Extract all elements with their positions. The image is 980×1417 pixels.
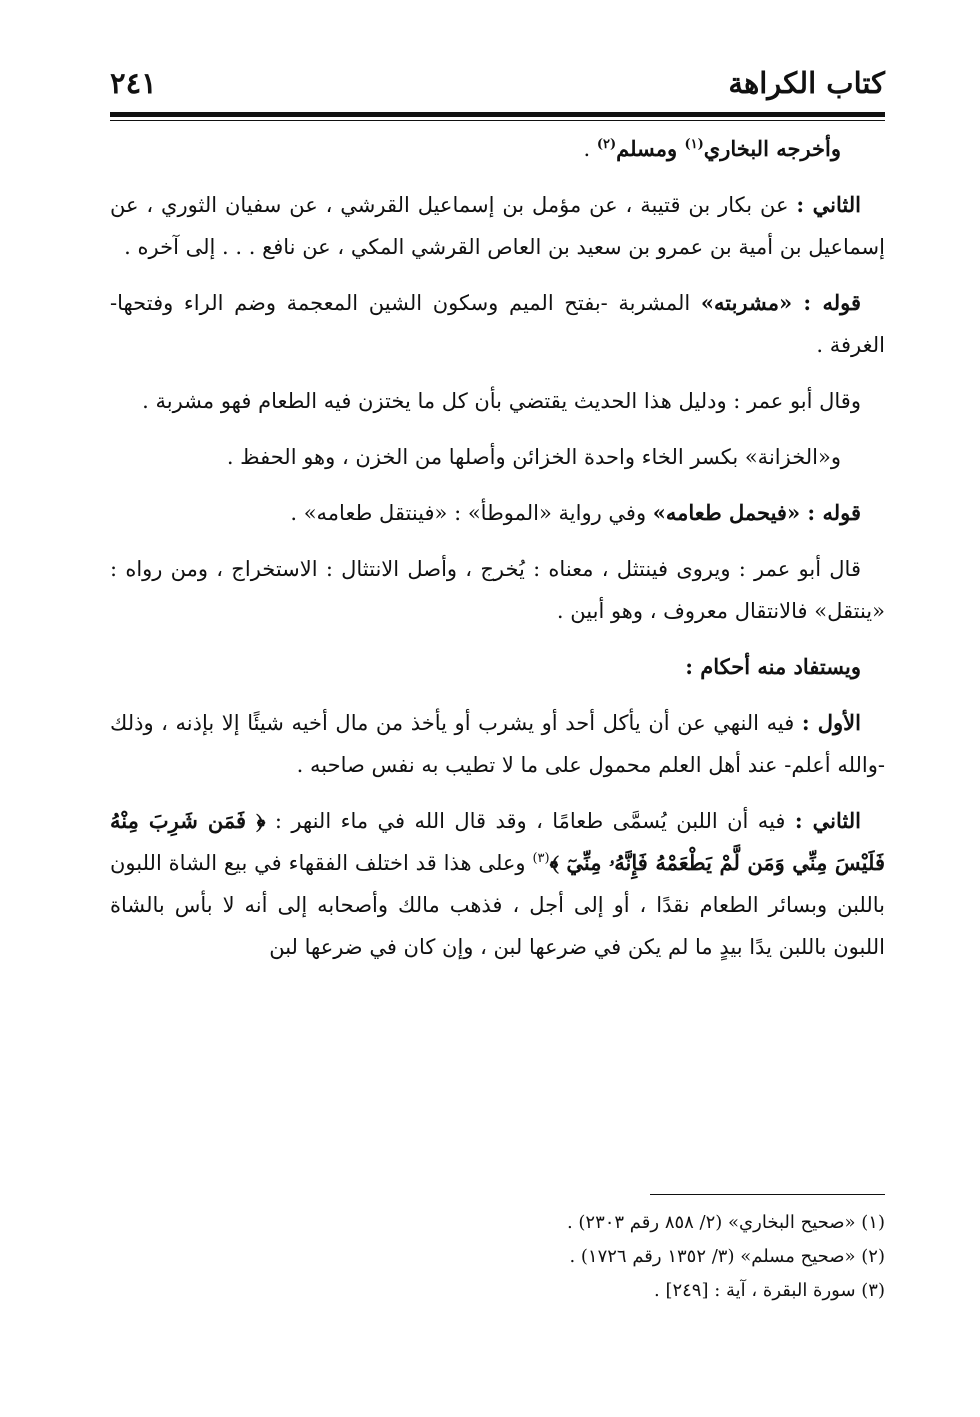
paragraph-text: فيه أن اللبن يُسمَّى طعامًا ، وقد قال الله في ماء النهر : [265, 809, 795, 833]
running-title: كتاب الكراهة [728, 66, 885, 100]
paragraph [110, 492, 885, 534]
paragraph-text: وعلى هذا قد اختلف الفقهاء في بيع الشاة اللبون باللبن وبسائر الطعام نقدًا ، أو إلى أجل ، فذهب مالك وأصحابه إلى أنه لا بأس بالشاة اللبون باللبن يدًا بيدٍ ما لم يكن في ضرعها لبن ، وإن كان في ضرعها لبن [110, 851, 885, 959]
paragraph-lead: قوله : «مشربته» [700, 290, 861, 315]
paragraph [110, 184, 885, 268]
footnote: (١) «صحيح البخاري» (٢/ ٨٥٨ رقم ٢٣٠٣) . [566, 1212, 885, 1233]
paragraph-text: و«الخزانة» بكسر الخاء واحدة الخزائن وأصلها من الخزن ، وهو الحفظ . [226, 445, 841, 469]
footnote-ref: (٣) [532, 851, 550, 866]
footnote-ref: (٢) [596, 137, 617, 152]
paragraph-lead: ويستفاد منه أحكام : [685, 654, 861, 679]
paragraph [110, 380, 885, 422]
paragraph-lead: وأخرجه البخاري [703, 136, 841, 161]
footnote-ref: (١) [684, 137, 704, 152]
page-number: ٢٤١ [110, 66, 157, 100]
page-header [110, 62, 885, 106]
paragraph-text: المشربة -بفتح الميم وسكون الشين المعجمة وضم الراء وفتحها- الغرفة . [110, 291, 885, 357]
main-text [110, 128, 885, 982]
footnote-rule [650, 1194, 885, 1195]
section-heading [110, 646, 885, 688]
paragraph [110, 702, 885, 786]
header-rule [110, 112, 885, 117]
paragraph [110, 800, 885, 968]
header-rule-thin [110, 120, 885, 121]
paragraph-lead: الأول : [801, 710, 861, 735]
paragraph-lead: قوله : «فيحمل طعامه» [652, 500, 861, 525]
paragraph [110, 548, 885, 632]
paragraph-text: ومسلم [616, 136, 685, 161]
paragraph-text: قال أبو عمر : ويروى فينتثل ، معناه : يُخرج ، وأصل الانتثال : الاستخراج ، ومن رواه : «ينتقل» فالانتقال معروف ، وهو أبين . [110, 557, 885, 623]
paragraph-text: عن بكار بن قتيبة ، عن مؤمل بن إسماعيل القرشي ، عن سفيان الثوري ، عن إسماعيل بن أمية بن عمرو بن سعيد بن العاص القرشي المكي ، عن نافع . . . إلى آخره . [110, 193, 885, 259]
paragraph-text: وفي رواية «الموطأ» : «فينتقل طعامه» . [290, 501, 653, 525]
paragraph-lead: الثاني : [796, 192, 861, 217]
paragraph [110, 436, 885, 478]
footnotes [110, 1206, 885, 1308]
paragraph-lead: الثاني : [794, 808, 861, 833]
quran-verse: ﴿ فَمَن شَرِبَ مِنْهُ فَلَيْسَ مِنِّي وَمَن لَّمْ يَطْعَمْهُ فَإِنَّهُۥ مِنِّيٓ ﴾ [110, 808, 885, 875]
footnote: (٣) سورة البقرة ، آية : [٢٤٩] . [654, 1280, 885, 1301]
paragraph-text: وقال أبو عمر : ودليل هذا الحديث يقتضي بأن كل ما يختزن فيه الطعام فهو مشربة . [142, 389, 861, 413]
paragraph [110, 128, 885, 170]
paragraph [110, 282, 885, 366]
paragraph-text: فيه النهي عن أن يأكل أحد أو يشرب أو يأخذ من مال أخيه شيئًا إلا بإذنه ، وذلك -والله أعلم- عند أهل العلم محمول على ما لا تطيب به نفس صاحبه . [110, 711, 885, 777]
paragraph-text: . [583, 137, 597, 161]
footnote: (٢) «صحيح مسلم» (٣/ ١٣٥٢ رقم ١٧٢٦) . [569, 1246, 885, 1267]
